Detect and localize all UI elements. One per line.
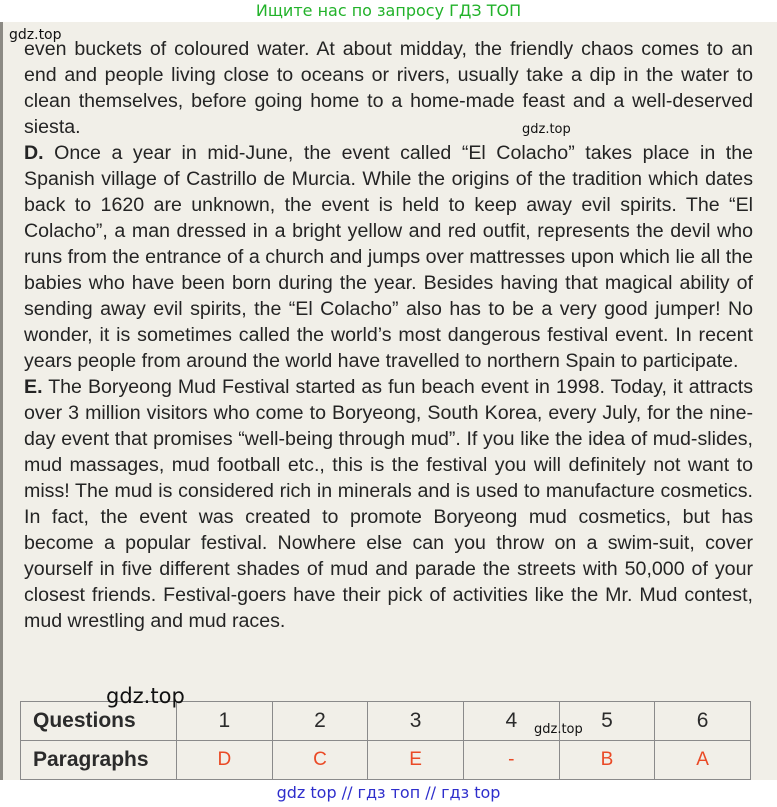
- answer-cell: -: [463, 741, 559, 780]
- answer-cell: C: [272, 741, 368, 780]
- watermark-middle: gdz.top: [522, 122, 571, 137]
- answer-cell: D: [177, 741, 273, 780]
- paragraph-c-continuation: even buckets of coloured water. At about midday, the friendly chaos comes to an end and people living close to oceans or rivers, usually take a dip in the water to clean themselves, before going home to a home-made feast and a well-deserved siesta.: [24, 38, 753, 138]
- question-number: 6: [655, 702, 751, 741]
- paragraphs-row: [21, 741, 751, 780]
- watermark-large: gdz.top: [106, 684, 185, 708]
- paragraph-d: [24, 140, 753, 374]
- paragraph-d-letter: D.: [24, 142, 44, 164]
- question-number: 1: [177, 702, 273, 741]
- answer-cell: B: [559, 741, 655, 780]
- paragraph-e-text: The Boryeong Mud Festival started as fun beach event in 1998. Today, it attracts over 3 million visitors who come to Boryeong, South Korea, every July, for the nine-day event that promises “well-being through mud”. If you like the idea of mud-slides, mud massages, mud football etc., this is the festival you will definitely not want to miss! The mud is considered rich in minerals and is used to manufacture cosmetics. In fact, the event was created to promote Boryeong mud cosmetics, but has become a popular festival. Nowhere else can you throw on a swim-suit, cover yourself in five different shades of mud and parade the streets with 50,000 of your closest friends. Festival-goers have their pick of activities like the Mr. Mud contest, mud wrestling and mud races.: [24, 376, 753, 632]
- footer-links: gdz top // гдз топ // гдз top: [276, 783, 501, 802]
- top-banner: Ищите нас по запросу ГДЗ ТОП: [255, 1, 522, 20]
- answers-table: [20, 701, 751, 780]
- question-number: 3: [368, 702, 464, 741]
- paragraph-e-letter: E.: [24, 376, 43, 398]
- answer-cell: A: [655, 741, 751, 780]
- questions-header: Questions: [21, 702, 177, 741]
- answer-cell: E: [368, 741, 464, 780]
- watermark-top-left: gdz.top: [9, 27, 62, 43]
- question-number: 4: [463, 702, 559, 741]
- paragraphs-header: Paragraphs: [21, 741, 177, 780]
- paragraph-d-text: Once a year in mid-June, the event called “El Colacho” takes place in the Spanish village of Castrillo de Murcia. While the origins of the tradition which dates back to 1620 are unknown, the event is held to keep away evil spirits. The “El Colacho”, a man dressed in a bright yellow and red outfit, represents the devil who runs from the entrance of a church and jumps over mattresses upon which lie all the babies who have been born during the year. Besides having that magical ability of sending away evil spirits, the “El Colacho” also has to be a very good jumper! No wonder, it is sometimes called the world’s most dangerous festival event. In recent years people from around the world have travelled to northern Spain to participate.: [24, 142, 753, 372]
- question-number: 2: [272, 702, 368, 741]
- paragraph-e: [24, 374, 753, 634]
- watermark-table: gdz.top: [534, 722, 583, 737]
- question-number: 5: [559, 702, 655, 741]
